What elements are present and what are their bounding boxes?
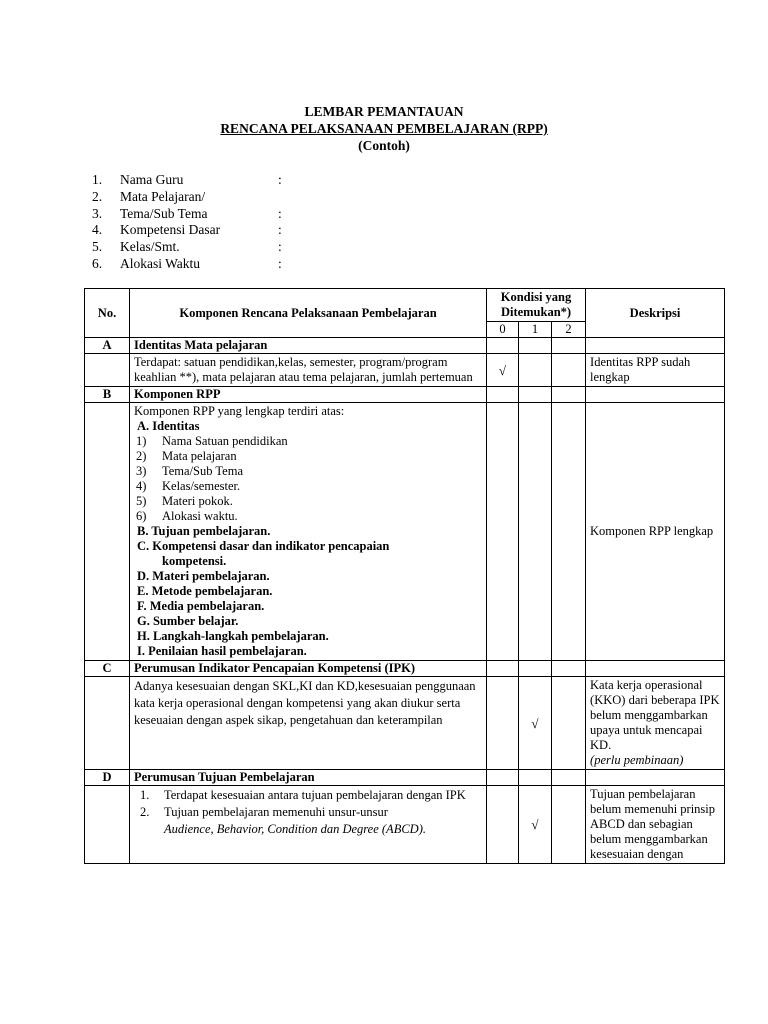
section-number: D: [85, 770, 130, 786]
section-b-content: [130, 403, 487, 661]
section-b-sub-identitas: A. Identitas: [137, 419, 200, 433]
info-field-colon: :: [278, 172, 282, 187]
component-item: B. Tujuan pembelajaran.: [137, 524, 271, 538]
check-mark: √: [519, 786, 552, 864]
info-field-number: 3.: [92, 205, 103, 221]
section-c-deskripsi-text: Kata kerja operasional (KKO) dari beberapa IPK belum menggambarkan upaya untuk mencapai KD.: [590, 678, 720, 752]
info-field-colon: :: [278, 205, 282, 221]
section-b-deskripsi: Komponen RPP lengkap: [586, 403, 725, 661]
list-item: 3) Tema/Sub Tema: [136, 464, 243, 478]
info-field-number: 6.: [92, 255, 103, 271]
section-d-deskripsi: Tujuan pembelajaran belum memenuhi prinsip ABCD dan sebagian belum menggambarkan kesesuaian dengan: [586, 786, 725, 864]
info-field-colon: :: [278, 239, 282, 255]
info-field-number: 2.: [92, 188, 103, 204]
section-row-b: [85, 387, 725, 403]
list-item: 2. Tujuan pembelajaran memenuhi unsur-unsur: [140, 805, 388, 819]
info-field-number: 1.: [92, 172, 103, 187]
check-mark: √: [519, 677, 552, 770]
header-komponen: Komponen Rencana Pelaksanaan Pembelajaran: [130, 289, 487, 338]
document-subtitle: RENCANA PELAKSANAAN PEMBELAJARAN (RPP): [220, 121, 548, 136]
info-field-number: 4.: [92, 222, 103, 238]
header-deskripsi: Deskripsi: [586, 289, 725, 338]
list-item: 2) Mata pelajaran: [136, 449, 237, 463]
list-item: 5) Materi pokok.: [136, 494, 233, 508]
list-item: 1. Terdapat kesesuaian antara tujuan pembelajaran dengan IPK: [140, 788, 466, 802]
section-title: Perumusan Tujuan Pembelajaran: [130, 770, 487, 786]
header-score-2: 2: [552, 322, 586, 338]
info-field-label: Tema/Sub Tema: [120, 205, 208, 221]
section-title: Komponen RPP: [130, 387, 487, 403]
list-item: 1) Nama Satuan pendidikan: [136, 434, 288, 448]
info-field-label: Kompetensi Dasar: [120, 222, 221, 238]
component-item: G. Sumber belajar.: [137, 614, 239, 628]
section-a-deskripsi: Identitas RPP sudah lengkap: [586, 354, 725, 387]
section-number: A: [85, 338, 130, 354]
component-item: C. Kompetensi dasar dan indikator pencapaian: [137, 539, 390, 553]
component-item: kompetensi.: [162, 554, 227, 568]
section-c-deskripsi: [586, 677, 725, 770]
info-field-number: 5.: [92, 239, 103, 255]
section-row-d: [85, 770, 725, 786]
list-item: 4) Kelas/semester.: [136, 479, 241, 493]
header-score-1: 1: [519, 322, 552, 338]
section-a-content: Terdapat: satuan pendidikan,kelas, semester, program/program keahlian **), mata pelajaran atau tema pelajaran, jumlah pertemuan: [130, 354, 487, 387]
component-item: F. Media pembelajaran.: [137, 599, 265, 613]
info-field-label: Mata Pelajaran/: [120, 188, 206, 204]
component-item: H. Langkah-langkah pembelajaran.: [137, 629, 329, 643]
info-field-colon: :: [278, 255, 282, 271]
component-item: D. Materi pembelajaran.: [137, 569, 270, 583]
document-note: (Contoh): [358, 138, 410, 153]
header-kondisi: [487, 289, 586, 322]
content-row-d: [85, 786, 725, 864]
rpp-monitoring-table: [84, 288, 725, 864]
info-field-label: Kelas/Smt.: [120, 239, 180, 255]
info-field-label: Alokasi Waktu: [120, 255, 201, 271]
header-kondisi-line2: Ditemukan*): [500, 305, 572, 319]
section-c-content: Adanya kesesuaian dengan SKL,KI dan KD,kesesuaian penggunaan kata kerja operasional dengan kompetensi yang akan diukur serta keseuaian dengan aspek sikap, pengetahuan dan keterampilan: [130, 677, 487, 770]
section-c-deskripsi-note: (perlu pembinaan): [590, 753, 684, 767]
component-item: E. Metode pembelajaran.: [137, 584, 273, 598]
content-row-b: [85, 403, 725, 661]
component-item: I. Penilaian hasil pembelajaran.: [137, 644, 307, 658]
section-number: C: [85, 661, 130, 677]
header-kondisi-line1: Kondisi yang: [500, 290, 572, 304]
list-item: 6) Alokasi waktu.: [136, 509, 238, 523]
check-mark: √: [487, 354, 519, 387]
header-no: No.: [85, 289, 130, 338]
section-row-c: [85, 661, 725, 677]
info-field-colon: :: [278, 222, 282, 238]
abcd-note: Audience, Behavior, Condition dan Degree (ABCD).: [164, 822, 426, 836]
section-number: B: [85, 387, 130, 403]
header-score-0: 0: [487, 322, 519, 338]
document-title: LEMBAR PEMANTAUAN: [304, 104, 464, 119]
section-b-intro: Komponen RPP yang lengkap terdiri atas:: [134, 404, 345, 418]
section-title: Perumusan Indikator Pencapaian Kompetensi (IPK): [130, 661, 487, 677]
section-row-a: [85, 338, 725, 354]
table-header-row: [85, 289, 725, 322]
section-d-content: [130, 786, 487, 864]
info-field-label: Nama Guru: [120, 172, 184, 187]
content-row-a: [85, 354, 725, 387]
content-row-c: [85, 677, 725, 770]
section-title: Identitas Mata pelajaran: [130, 338, 487, 354]
